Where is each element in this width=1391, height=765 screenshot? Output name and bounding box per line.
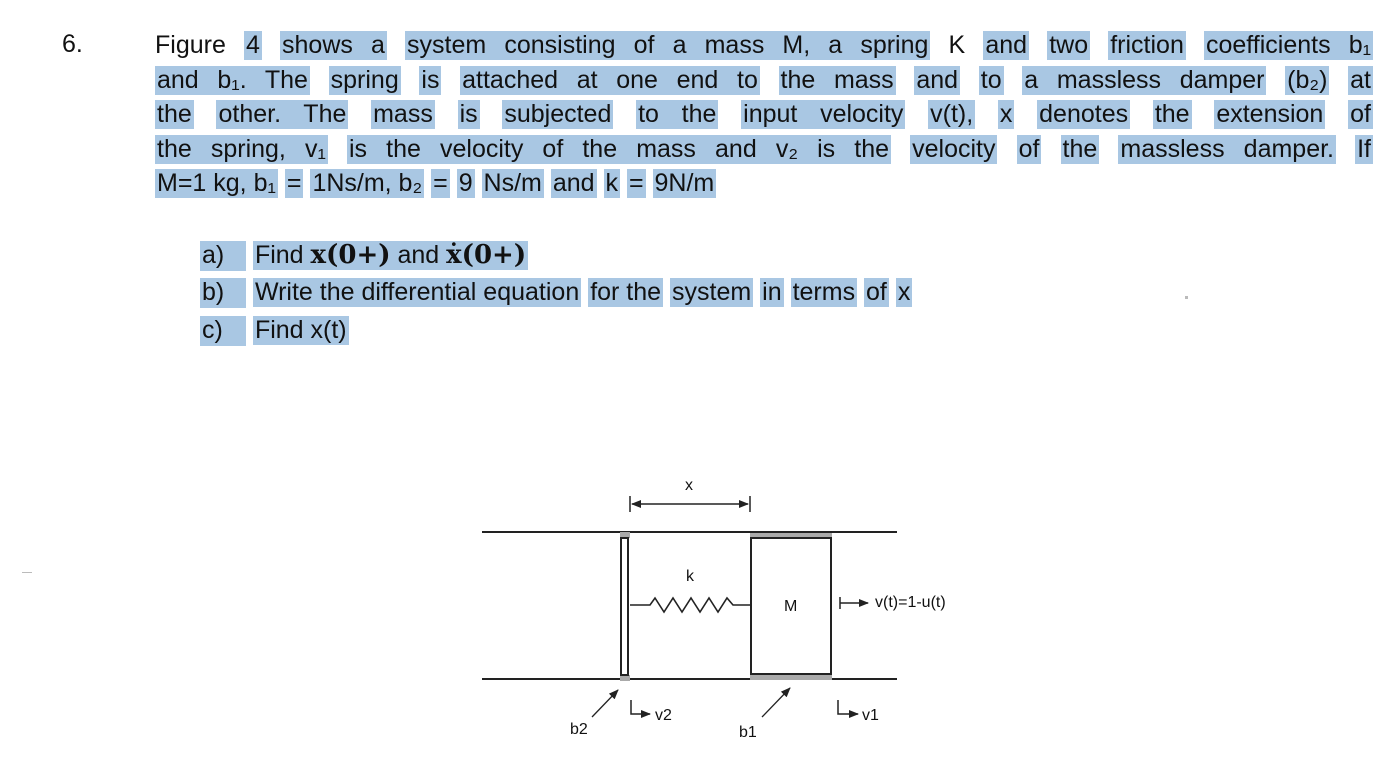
highlighted-segment: is the velocity of the mass and v₂ is the xyxy=(349,134,890,163)
part-b-segment: x xyxy=(897,278,911,306)
highlighted-segment: subjected xyxy=(504,100,612,128)
part-a-and: and xyxy=(397,241,440,269)
part-a-find: Find xyxy=(254,241,304,269)
part-a-marker: a) xyxy=(200,241,246,271)
highlighted-segment: is xyxy=(421,65,440,94)
highlighted-segment: massless damper. xyxy=(1120,134,1334,163)
highlighted-segment: denotes xyxy=(1039,100,1129,128)
mass-label: M xyxy=(784,598,798,615)
highlighted-segment: the mass xyxy=(780,65,894,94)
highlighted-segment: of xyxy=(1350,100,1371,128)
question-number: 6. xyxy=(62,30,83,58)
part-b-marker: b) xyxy=(200,278,246,308)
highlighted-segment: to xyxy=(980,65,1002,94)
highlighted-segment: system consisting of a mass M, a spring xyxy=(407,31,929,59)
b1-label: b1 xyxy=(739,724,757,741)
spring-label: k xyxy=(686,568,694,585)
part-b-segment: system xyxy=(672,278,752,306)
highlighted-segment: mass xyxy=(373,100,433,128)
highlighted-segment: at xyxy=(1350,65,1371,94)
input-velocity-label: v(t)=1-u(t) xyxy=(875,594,946,611)
highlighted-segment: the xyxy=(1154,100,1190,128)
highlighted-segment: is xyxy=(459,100,478,128)
text-segment: Figure xyxy=(155,31,226,59)
part-b-segment: for the xyxy=(590,278,662,306)
highlighted-segment: and xyxy=(552,169,595,197)
highlighted-segment: = xyxy=(433,169,448,197)
highlighted-segment: input velocity xyxy=(743,100,904,128)
part-b-segment: Write the differential equation xyxy=(254,278,580,306)
highlighted-segment: a massless damper xyxy=(1024,65,1265,94)
part-b-segment: in xyxy=(762,278,782,306)
x-label: x xyxy=(685,477,693,494)
part-b-segment: of xyxy=(866,278,887,306)
highlighted-segment: of xyxy=(1018,134,1040,163)
highlighted-segment: and xyxy=(916,65,959,94)
highlighted-segment: (b₂) xyxy=(1287,65,1328,94)
b2-label: b2 xyxy=(570,721,588,738)
highlighted-segment: = xyxy=(628,169,644,197)
highlighted-segment: the xyxy=(157,100,192,128)
highlighted-segment: to the xyxy=(638,100,717,128)
highlighted-segment: v(t), xyxy=(930,100,974,128)
highlighted-segment: spring xyxy=(330,65,399,94)
highlighted-segment: 4 xyxy=(246,31,260,59)
highlighted-segment: attached at one end to xyxy=(462,65,758,94)
highlighted-segment: velocity xyxy=(912,134,996,163)
v2-arrow xyxy=(631,700,650,714)
v2-label: v2 xyxy=(655,707,672,724)
highlighted-segment: and b₁. The xyxy=(157,65,308,94)
b1-pointer-arrow xyxy=(762,688,790,717)
part-b-segment: terms xyxy=(792,278,856,306)
v1-label: v1 xyxy=(862,707,879,724)
highlighted-segment: x xyxy=(999,100,1013,128)
highlighted-segment: 9 xyxy=(458,169,473,197)
highlighted-segment: two xyxy=(1049,31,1089,59)
v1-arrow xyxy=(838,700,858,714)
highlighted-segment: = xyxy=(286,169,302,197)
highlighted-segment: 9N/m xyxy=(654,169,715,197)
highlighted-segment: and xyxy=(985,31,1028,59)
highlighted-segment: the spring, v₁ xyxy=(157,134,326,163)
highlighted-segment: extension xyxy=(1216,100,1324,128)
highlighted-segment: other. The xyxy=(218,100,347,128)
highlighted-segment: Ns/m xyxy=(483,169,542,197)
highlighted-segment: If xyxy=(1357,134,1371,163)
part-c-marker: c) xyxy=(200,316,246,346)
part-c-text: Find x(t) xyxy=(254,316,347,344)
part-a-expr-x0: x(0+) xyxy=(310,240,391,270)
highlighted-segment: M=1 kg, b₁ xyxy=(157,169,276,197)
massless-damper-plate xyxy=(621,538,628,675)
highlighted-segment: the xyxy=(1062,134,1098,163)
text-segment: K xyxy=(948,31,966,59)
spring xyxy=(630,598,750,612)
highlighted-segment: coefficients b₁ xyxy=(1206,31,1372,59)
highlighted-segment: shows a xyxy=(282,31,385,59)
highlighted-segment: friction xyxy=(1110,31,1184,59)
highlighted-segment: 1Ns/m, b₂ xyxy=(312,169,423,197)
highlighted-segment: k xyxy=(605,169,618,197)
b2-pointer-arrow xyxy=(592,690,618,717)
part-a-expr-xdot0: ẋ(0+) xyxy=(446,240,527,270)
